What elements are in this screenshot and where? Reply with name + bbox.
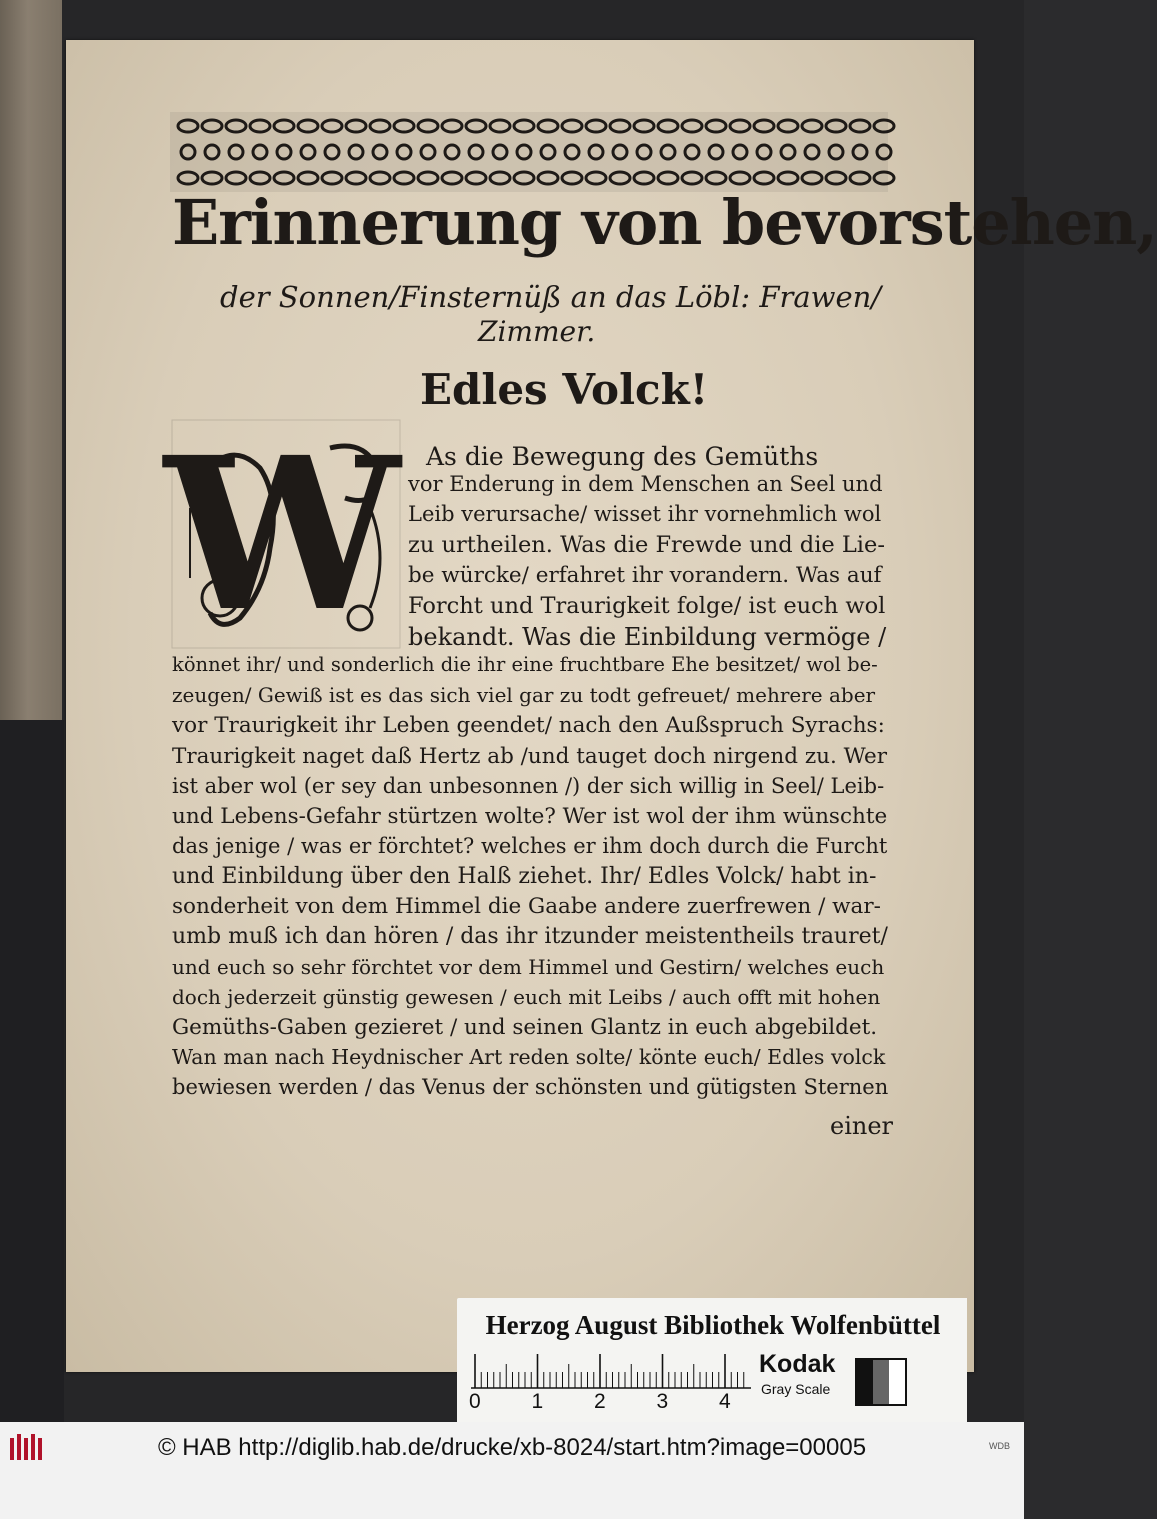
- body-line: Leib verursache/ wisset ihr vornehmlich wol: [408, 502, 882, 527]
- body-line: zeugen/ Gewiß ist es das sich viel gar zu todt gefreuet/ mehrere aber: [172, 683, 876, 708]
- subtitle-line-1: der Sonnen/Finsternüß an das Löbl: Frawen/: [220, 280, 882, 314]
- ruler-number: 1: [531, 1390, 544, 1413]
- footer-tiny-label: WDB: [989, 1441, 1010, 1451]
- gray-swatch: [855, 1358, 907, 1406]
- ruler: [471, 1350, 751, 1390]
- body-line: ist aber wol (er sey dan unbesonnen /) der sich willig in Seel/ Leib-: [172, 773, 885, 798]
- copyright-url[interactable]: © HAB http://diglib.hab.de/drucke/xb-8024/start.htm?image=00005: [157, 1434, 867, 1461]
- body-line: umb muß ich dan hören / das ihr itzunder meistentheils trauret/: [172, 924, 888, 950]
- color-scale-card: [457, 1298, 967, 1422]
- body-line: vor Traurigkeit ihr Leben geendet/ nach den Außspruch Syrachs:: [172, 713, 885, 739]
- brand-subtitle: Gray Scale: [761, 1381, 831, 1397]
- body-line: Forcht und Traurigkeit folge/ ist euch wol: [408, 592, 886, 619]
- body-line: Traurigkeit naget daß Hertz ab /und tauget doch nirgend zu. Wer: [172, 743, 888, 769]
- body-line: vor Enderung in dem Menschen an Seel und: [408, 472, 883, 497]
- initial-letter: W: [164, 411, 400, 658]
- subtitle-line-2: Zimmer.: [478, 315, 596, 348]
- body-line: zu urtheilen. Was die Frewde und die Lie-: [408, 532, 885, 559]
- body-line: doch jederzeit günstig gewesen / euch mit Leibs / auch offt mit hohen: [172, 984, 881, 1009]
- library-name: Herzog August Bibliothek Wolfenbüttel: [485, 1310, 941, 1340]
- body-line: und Einbildung über den Halß ziehet. Ihr/ Edles Volck/ habt in-: [172, 864, 877, 890]
- decorated-initial: [164, 411, 402, 658]
- body-line: könnet ihr/ und sonderlich die ihr eine fruchtbare Ehe besitzet/ wol be-: [172, 653, 878, 677]
- cover-shadow: [0, 720, 64, 1422]
- footer-bar: [0, 1422, 1024, 1519]
- brand-name: Kodak: [759, 1350, 836, 1378]
- page-title: Erinnerung von bevorstehen,: [172, 186, 1157, 259]
- body-line: und euch so sehr förchtet vor dem Himmel und Gestirn/ welches euch: [172, 954, 885, 979]
- body-line: be würcke/ erfahret ihr vorandern. Was auf: [408, 562, 882, 588]
- body-line: As die Bewegung des Gemüths: [426, 442, 819, 471]
- body-line: sonderheit von dem Himmel die Gaabe andere zuerfrewen / war-: [172, 894, 881, 920]
- body-line: bewiesen werden / das Venus der schönsten und gütigsten Sternen: [172, 1075, 889, 1100]
- ruler-number: 0: [469, 1390, 481, 1413]
- body-line: Gemüths-Gaben gezieret / und seinen Glantz in euch abgebildet.: [172, 1014, 878, 1040]
- ruler-number: 3: [656, 1390, 669, 1413]
- section-heading: Edles Volck!: [420, 365, 709, 414]
- body-line: das jenige / was er förchtet? welches er ihm doch durch die Furcht: [172, 833, 888, 858]
- catchword: einer: [830, 1112, 894, 1140]
- ruler-number: 4: [719, 1390, 731, 1413]
- ruler-number: 2: [594, 1390, 606, 1413]
- ornament-band: [170, 112, 888, 192]
- body-line: Wan man nach Heydnischer Art reden solte/ könte euch/ Edles volck: [172, 1045, 886, 1069]
- body-line: und Lebens-Gefahr stürtzen wolte? Wer ist wol der ihm wünschte: [172, 803, 888, 829]
- body-line: bekandt. Was die Einbildung vermöge /: [408, 622, 887, 651]
